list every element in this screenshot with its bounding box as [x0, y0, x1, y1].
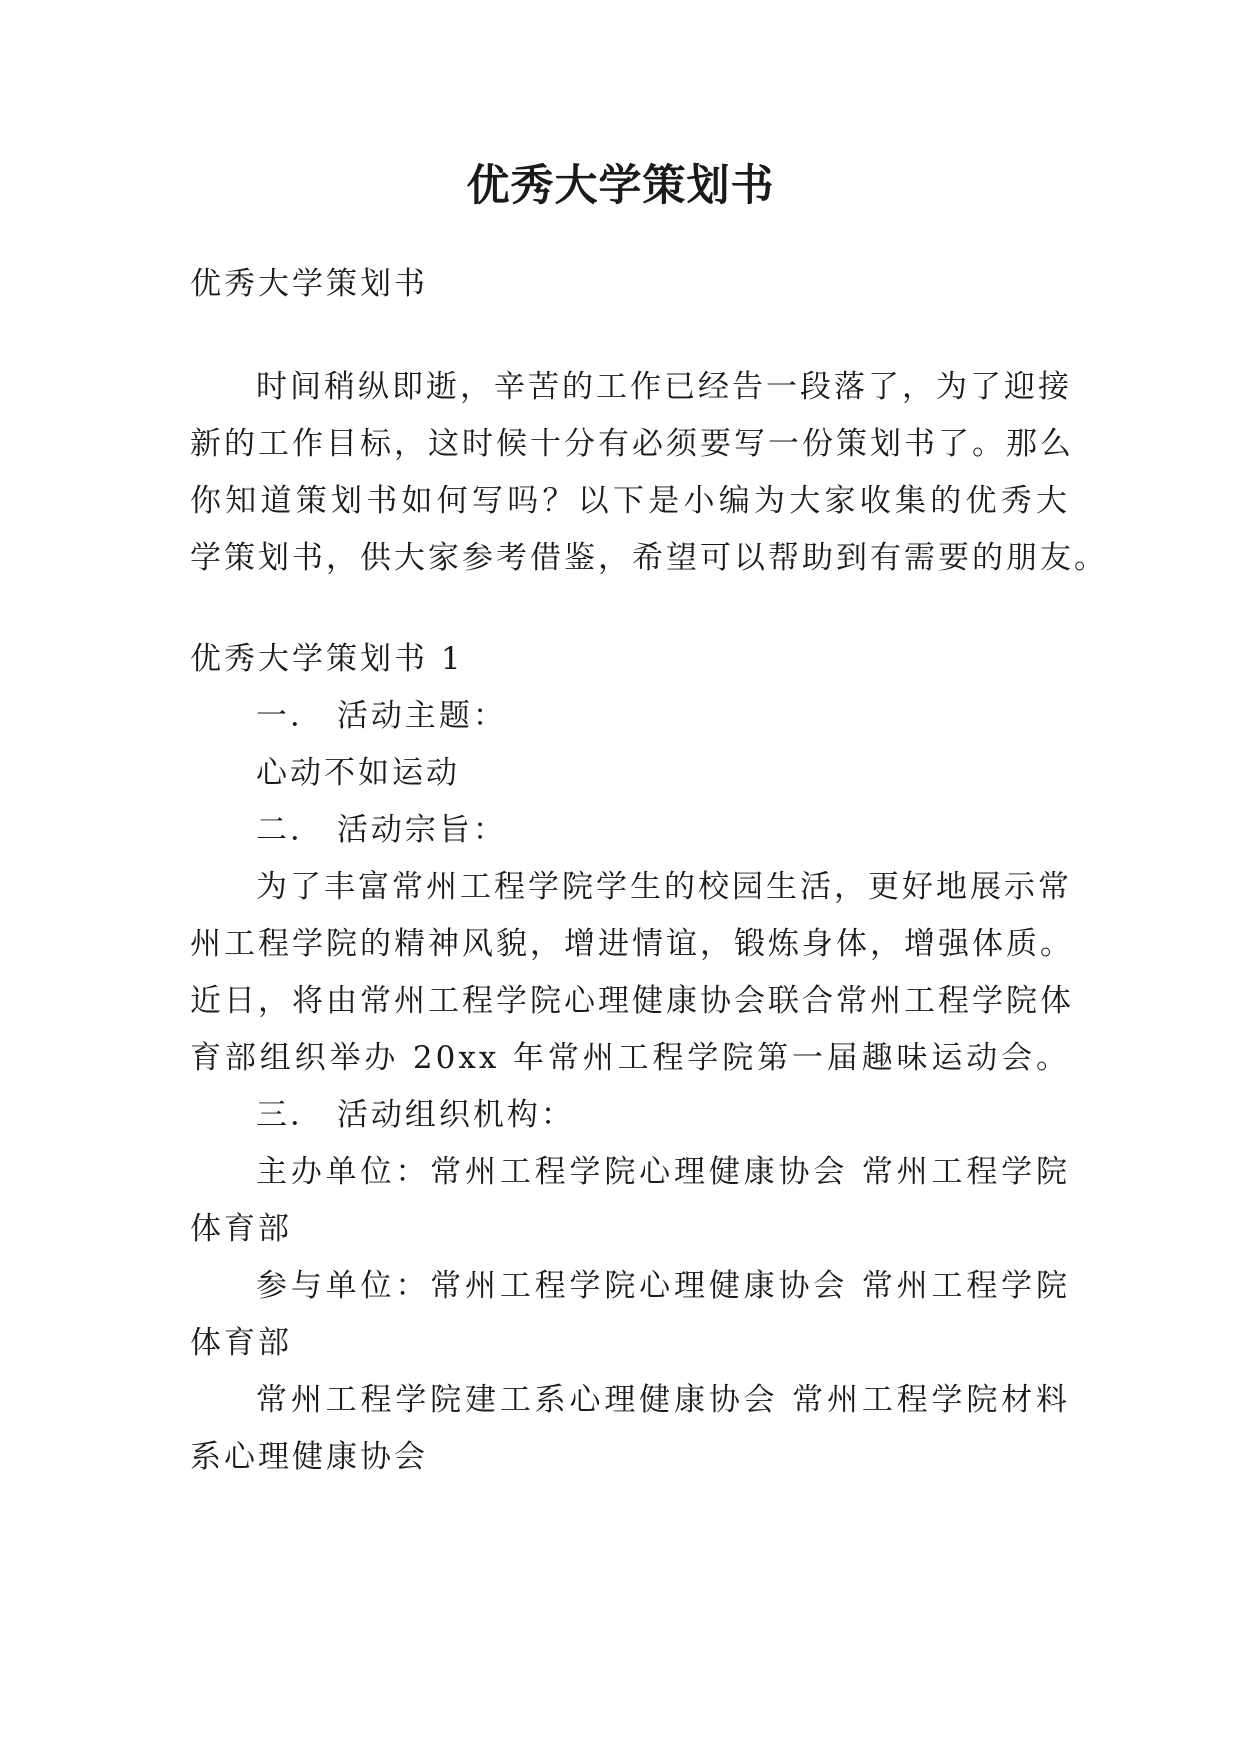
document-title: 优秀大学策划书: [466, 161, 775, 211]
other-line-1: 常州工程学院建工系心理健康协会 常州工程学院材料: [256, 1382, 1070, 1418]
intro-line-3: 你知道策划书如何写吗？以下是小编为大家收集的优秀大: [190, 483, 1070, 519]
participant-line-2: 体育部: [190, 1325, 292, 1361]
intro-line-2: 新的工作目标，这时候十分有必须要写一份策划书了。那么: [190, 426, 1074, 462]
item2-line-4: 育部组织举办 20xx 年常州工程学院第一届趣味运动会。: [190, 1040, 1070, 1076]
intro-line-1: 时间稍纵即逝，辛苦的工作已经告一段落了，为了迎接: [256, 369, 1072, 405]
item2-line-2: 州工程学院的精神风貌，增进情谊，锻炼身体，增强体质。: [190, 926, 1074, 962]
other-line-2: 系心理健康协会: [190, 1439, 428, 1475]
intro-line-4: 学策划书，供大家参考借鉴，希望可以帮助到有需要的朋友。: [190, 540, 1108, 576]
organizer-line-1: 主办单位：常州工程学院心理健康协会 常州工程学院: [256, 1154, 1070, 1190]
item1-heading: 一． 活动主题：: [256, 698, 507, 734]
item3-heading: 三． 活动组织机构：: [256, 1097, 575, 1133]
item2-line-1: 为了丰富常州工程学院学生的校园生活，更好地展示常: [256, 869, 1072, 905]
section-heading: 优秀大学策划书 1: [190, 641, 464, 677]
item2-heading: 二． 活动宗旨：: [256, 812, 507, 848]
item1-content: 心动不如运动: [256, 755, 460, 791]
item2-line-3: 近日，将由常州工程学院心理健康协会联合常州工程学院体: [190, 983, 1074, 1019]
participant-line-1: 参与单位：常州工程学院心理健康协会 常州工程学院: [256, 1268, 1070, 1304]
organizer-line-2: 体育部: [190, 1211, 292, 1247]
document-subtitle: 优秀大学策划书: [190, 266, 428, 302]
